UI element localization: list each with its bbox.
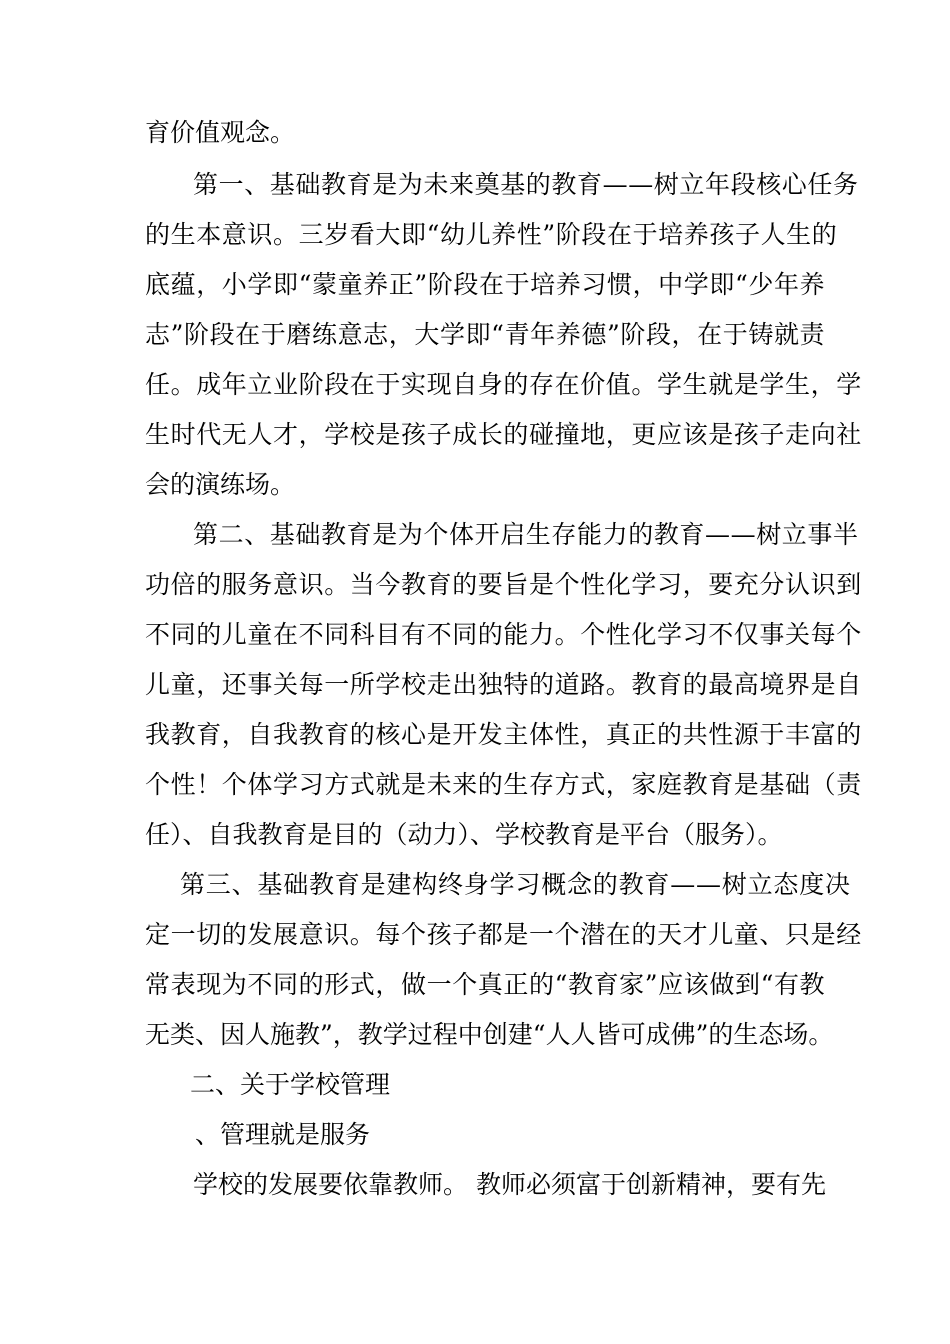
text-line: 底蕴，小学即“蒙童养正”阶段在于培养习惯，中学即“少年养 <box>145 270 826 299</box>
text-line: 的生本意识。三岁看大即“幼儿养性”阶段在于培养孩子人生的 <box>145 220 838 249</box>
text-line: 功倍的服务意识。当今教育的要旨是个性化学习，要充分认识到 <box>145 570 862 599</box>
text-line: 个性！个体学习方式就是未来的生存方式，家庭教育是基础（责 <box>145 770 862 799</box>
section-heading: 二、关于学校管理 <box>190 1070 391 1099</box>
text-line: 第一、基础教育是为未来奠基的教育——树立年段核心任务 <box>193 170 859 199</box>
text-line: 不同的儿童在不同科目有不同的能力。个性化学习不仅事关每个 <box>145 620 862 649</box>
text-line: 常表现为不同的形式，做一个真正的“教育家”应该做到“有教 <box>145 970 826 999</box>
text-line: 任。成年立业阶段在于实现自身的存在价值。学生就是学生，学 <box>145 370 862 399</box>
subsection-heading: 、管理就是服务 <box>195 1120 371 1149</box>
text-line: 学校的发展要依靠教师。 教师必须富于创新精神，要有先 <box>193 1170 826 1199</box>
text-line: 志”阶段在于磨练意志，大学即“青年养德”阶段，在于铸就责 <box>145 320 826 349</box>
text-line: 生时代无人才，学校是孩子成长的碰撞地，更应该是孩子走向社 <box>145 420 862 449</box>
text-line: 第二、基础教育是为个体开启生存能力的教育——树立事半 <box>193 520 859 549</box>
text-line: 育价值观念。 <box>145 118 296 147</box>
text-line: 无类、因人施教”，教学过程中创建“人人皆可成佛”的生态场。 <box>145 1020 834 1049</box>
text-line: 定一切的发展意识。每个孩子都是一个潜在的天才儿童、只是经 <box>145 920 862 949</box>
text-line: 任）、自我教育是目的（动力）、学校教育是平台（服务）。 <box>145 820 783 849</box>
text-line: 会的演练场。 <box>145 470 296 499</box>
text-line: 我教育，自我教育的核心是开发主体性，真正的共性源于丰富的 <box>145 720 862 749</box>
text-line: 儿童，还事关每一所学校走出独特的道路。教育的最高境界是自 <box>145 670 862 699</box>
text-line: 第三、基础教育是建构终身学习概念的教育——树立态度决 <box>180 870 851 899</box>
